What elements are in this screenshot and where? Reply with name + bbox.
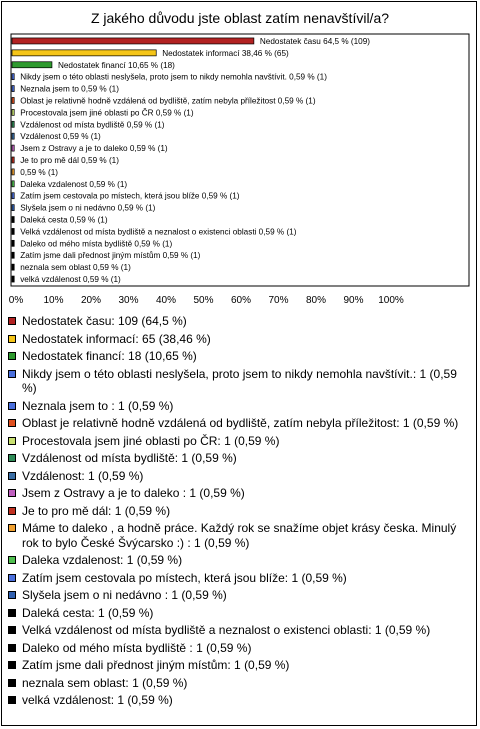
legend-label: Procestovala jsem jiné oblasti po ČR: 1 (0,59 %) xyxy=(22,433,280,448)
legend-item xyxy=(8,451,470,466)
x-tick-label: 60% xyxy=(230,295,252,306)
bar-label-16: Daleká cesta 0,59 % (1) xyxy=(20,215,108,225)
bar-20 xyxy=(12,264,14,270)
legend-swatch xyxy=(8,626,16,634)
bar-1 xyxy=(12,38,254,44)
legend-label: neznala sem oblast: 1 (0,59 %) xyxy=(22,675,188,690)
legend-label: Velká vzdálenost od místa bydliště a neznalost o existenci oblasti: 1 (0,59 %) xyxy=(22,623,431,637)
legend-item xyxy=(8,434,470,449)
legend-item xyxy=(8,606,470,621)
bar-9 xyxy=(12,133,14,139)
bar-chart xyxy=(0,0,480,310)
legend-item xyxy=(8,658,470,673)
bar-16 xyxy=(12,217,14,223)
legend-label: Jsem z Ostravy a je to daleko : 1 (0,59 %) xyxy=(22,486,245,500)
legend-item xyxy=(8,693,470,708)
legend-item xyxy=(8,486,470,501)
bar-label-19: Zatím jsme dali přednost jiným místům 0,59 % (1) xyxy=(20,251,201,261)
bar-label-8: Vzdálenost od místa bydliště 0,59 % (1) xyxy=(20,120,165,130)
legend-item xyxy=(8,469,470,484)
x-tick-label: 30% xyxy=(118,295,139,306)
legend-item xyxy=(8,332,470,347)
x-tick-label: 50% xyxy=(193,295,214,306)
legend-label: Neznala jsem to : 1 (0,59 %) xyxy=(22,398,174,413)
legend-swatch xyxy=(8,454,16,462)
legend-label: Máme to daleko , a hodně práce. Každý rok se snažíme objet krásy česka. Minulý rok to bylo České Švýcarsko :) : 1 (0,59 %) xyxy=(22,521,457,550)
x-tick-label: 100% xyxy=(378,295,404,306)
bar-6 xyxy=(12,97,14,103)
bar-4 xyxy=(12,74,14,80)
bar-label-17: Velká vzdálenost od místa bydliště a neznalost o existenci oblasti 0,59 % (1) xyxy=(20,227,297,237)
legend-item xyxy=(8,588,470,603)
legend-label: Nedostatek financí: 18 (10,65 %) xyxy=(22,349,197,363)
x-tick-label: 90% xyxy=(343,295,364,306)
legend-swatch xyxy=(8,419,16,427)
bar-label-20: neznala sem oblast 0,59 % (1) xyxy=(20,263,131,273)
legend-label: Zatím jsem cestovala po místech, která jsou blíže: 1 (0,59 %) xyxy=(22,570,347,585)
legend-swatch xyxy=(8,591,16,599)
bar-12 xyxy=(12,169,14,175)
legend-label: Nedostatek informací: 65 (38,46 %) xyxy=(22,331,211,346)
legend-swatch xyxy=(8,574,16,582)
legend-swatch xyxy=(8,317,16,325)
legend-label: Nikdy jsem o této oblasti neslyšela, proto jsem to nikdy nemohla navštívit.: 1 (0,59 %) xyxy=(22,366,457,395)
bar-label-14: Zatím jsem cestovala po místech, která jsou blíže 0,59 % (1) xyxy=(20,191,240,201)
bar-label-15: Slyšela jsem o ni nedávno 0,59 % (1) xyxy=(20,203,156,213)
x-tick-label: 20% xyxy=(80,295,102,306)
legend-label: Vzdálenost od místa bydliště: 1 (0,59 %) xyxy=(22,451,237,465)
bar-8 xyxy=(12,121,14,127)
chart-title: Z jakého důvodu jste oblast zatím nenavštívil/a? xyxy=(90,10,390,26)
bar-3 xyxy=(12,62,52,68)
legend-item xyxy=(8,521,470,550)
legend-item xyxy=(8,416,470,431)
legend-label: Oblast je relativně hodně vzdálená od bydliště, zatím nebyla příležitost: 1 (0,59 %) xyxy=(22,416,459,430)
legend-item xyxy=(8,623,470,638)
x-tick-label: 70% xyxy=(268,295,289,306)
legend-label: Daleko od mého místa bydliště : 1 (0,59 %) xyxy=(22,640,252,655)
legend-swatch xyxy=(8,609,16,617)
legend-swatch xyxy=(8,437,16,445)
legend-label: Slyšela jsem o ni nedávno : 1 (0,59 %) xyxy=(22,588,227,602)
legend-swatch xyxy=(8,402,16,410)
legend-swatch xyxy=(8,352,16,360)
legend-swatch xyxy=(8,556,16,564)
legend-swatch xyxy=(8,524,16,532)
bar-label-21: velká vzdálenost 0,59 % (1) xyxy=(20,275,121,285)
legend-swatch xyxy=(8,644,16,652)
legend-label: Daleka vzdalenost: 1 (0,59 %) xyxy=(22,553,183,567)
bar-label-2: Nedostatek informací 38,46 % (65) xyxy=(162,48,289,58)
x-tick-label: 0% xyxy=(8,295,24,306)
legend-swatch xyxy=(8,489,16,497)
x-tick-label: 10% xyxy=(43,295,64,306)
legend-swatch xyxy=(8,696,16,704)
bar-label-18: Daleko od mého místa bydliště 0,59 % (1) xyxy=(20,239,173,249)
bar-5 xyxy=(12,86,14,92)
bar-label-1: Nedostatek času 64,5 % (109) xyxy=(259,36,371,46)
legend-item xyxy=(8,553,470,568)
legend-item xyxy=(8,676,470,691)
legend-label: velká vzdálenost: 1 (0,59 %) xyxy=(22,693,173,707)
legend-item xyxy=(8,571,470,586)
bar-21 xyxy=(12,276,14,282)
bar-label-13: Daleka vzdalenost 0,59 % (1) xyxy=(20,179,128,189)
legend-swatch xyxy=(8,679,16,687)
bar-label-5: Neznala jsem to 0,59 % (1) xyxy=(20,84,119,94)
legend-swatch xyxy=(8,472,16,480)
legend-label: Zatím jsme dali přednost jiným místům: 1 (0,59 %) xyxy=(22,658,290,672)
bar-7 xyxy=(12,109,14,115)
legend-label: Daleká cesta: 1 (0,59 %) xyxy=(22,605,154,620)
legend-item xyxy=(8,504,470,519)
bar-10 xyxy=(12,145,14,151)
x-tick-label: 40% xyxy=(155,295,177,306)
legend-item xyxy=(8,399,470,414)
legend-item xyxy=(8,349,470,364)
bar-label-10: Jsem z Ostravy a je to daleko 0,59 % (1) xyxy=(20,144,168,154)
legend-swatch xyxy=(8,507,16,515)
bar-14 xyxy=(12,193,14,199)
legend-label: Nedostatek času: 109 (64,5 %) xyxy=(22,314,187,328)
legend-swatch xyxy=(8,370,16,378)
bar-label-11: Je to pro mě dál 0,59 % (1) xyxy=(20,156,119,165)
bar-18 xyxy=(12,240,14,246)
bar-15 xyxy=(12,205,14,211)
bar-2 xyxy=(12,50,156,56)
legend-swatch xyxy=(8,661,16,669)
legend-item xyxy=(8,367,470,396)
x-tick-label: 80% xyxy=(305,295,327,306)
bar-label-6: Oblast je relativně hodně vzdálená od bydliště, zatím nebyla příležitost 0,59 % (1) xyxy=(20,96,316,106)
bar-label-4: Nikdy jsem o této oblasti neslyšela, proto jsem to nikdy nemohla navštívit. 0,59 % (1) xyxy=(20,72,327,82)
bar-13 xyxy=(12,181,14,187)
bar-label-12: 0,59 % (1) xyxy=(20,167,58,177)
bar-17 xyxy=(12,228,14,234)
bar-label-3: Nedostatek financí 10,65 % (18) xyxy=(57,60,175,70)
bar-19 xyxy=(12,252,14,258)
bar-11 xyxy=(12,157,14,163)
legend-swatch xyxy=(8,335,16,343)
legend-item xyxy=(8,314,470,329)
legend-label: Je to pro mě dál: 1 (0,59 %) xyxy=(22,503,171,518)
bar-label-9: Vzdálenost 0,59 % (1) xyxy=(20,132,101,142)
chart-legend xyxy=(8,314,470,711)
legend-item xyxy=(8,641,470,656)
legend-label: Vzdálenost: 1 (0,59 %) xyxy=(22,468,144,483)
bar-label-7: Procestovala jsem jiné oblasti po ČR 0,59 % (1) xyxy=(20,108,194,118)
